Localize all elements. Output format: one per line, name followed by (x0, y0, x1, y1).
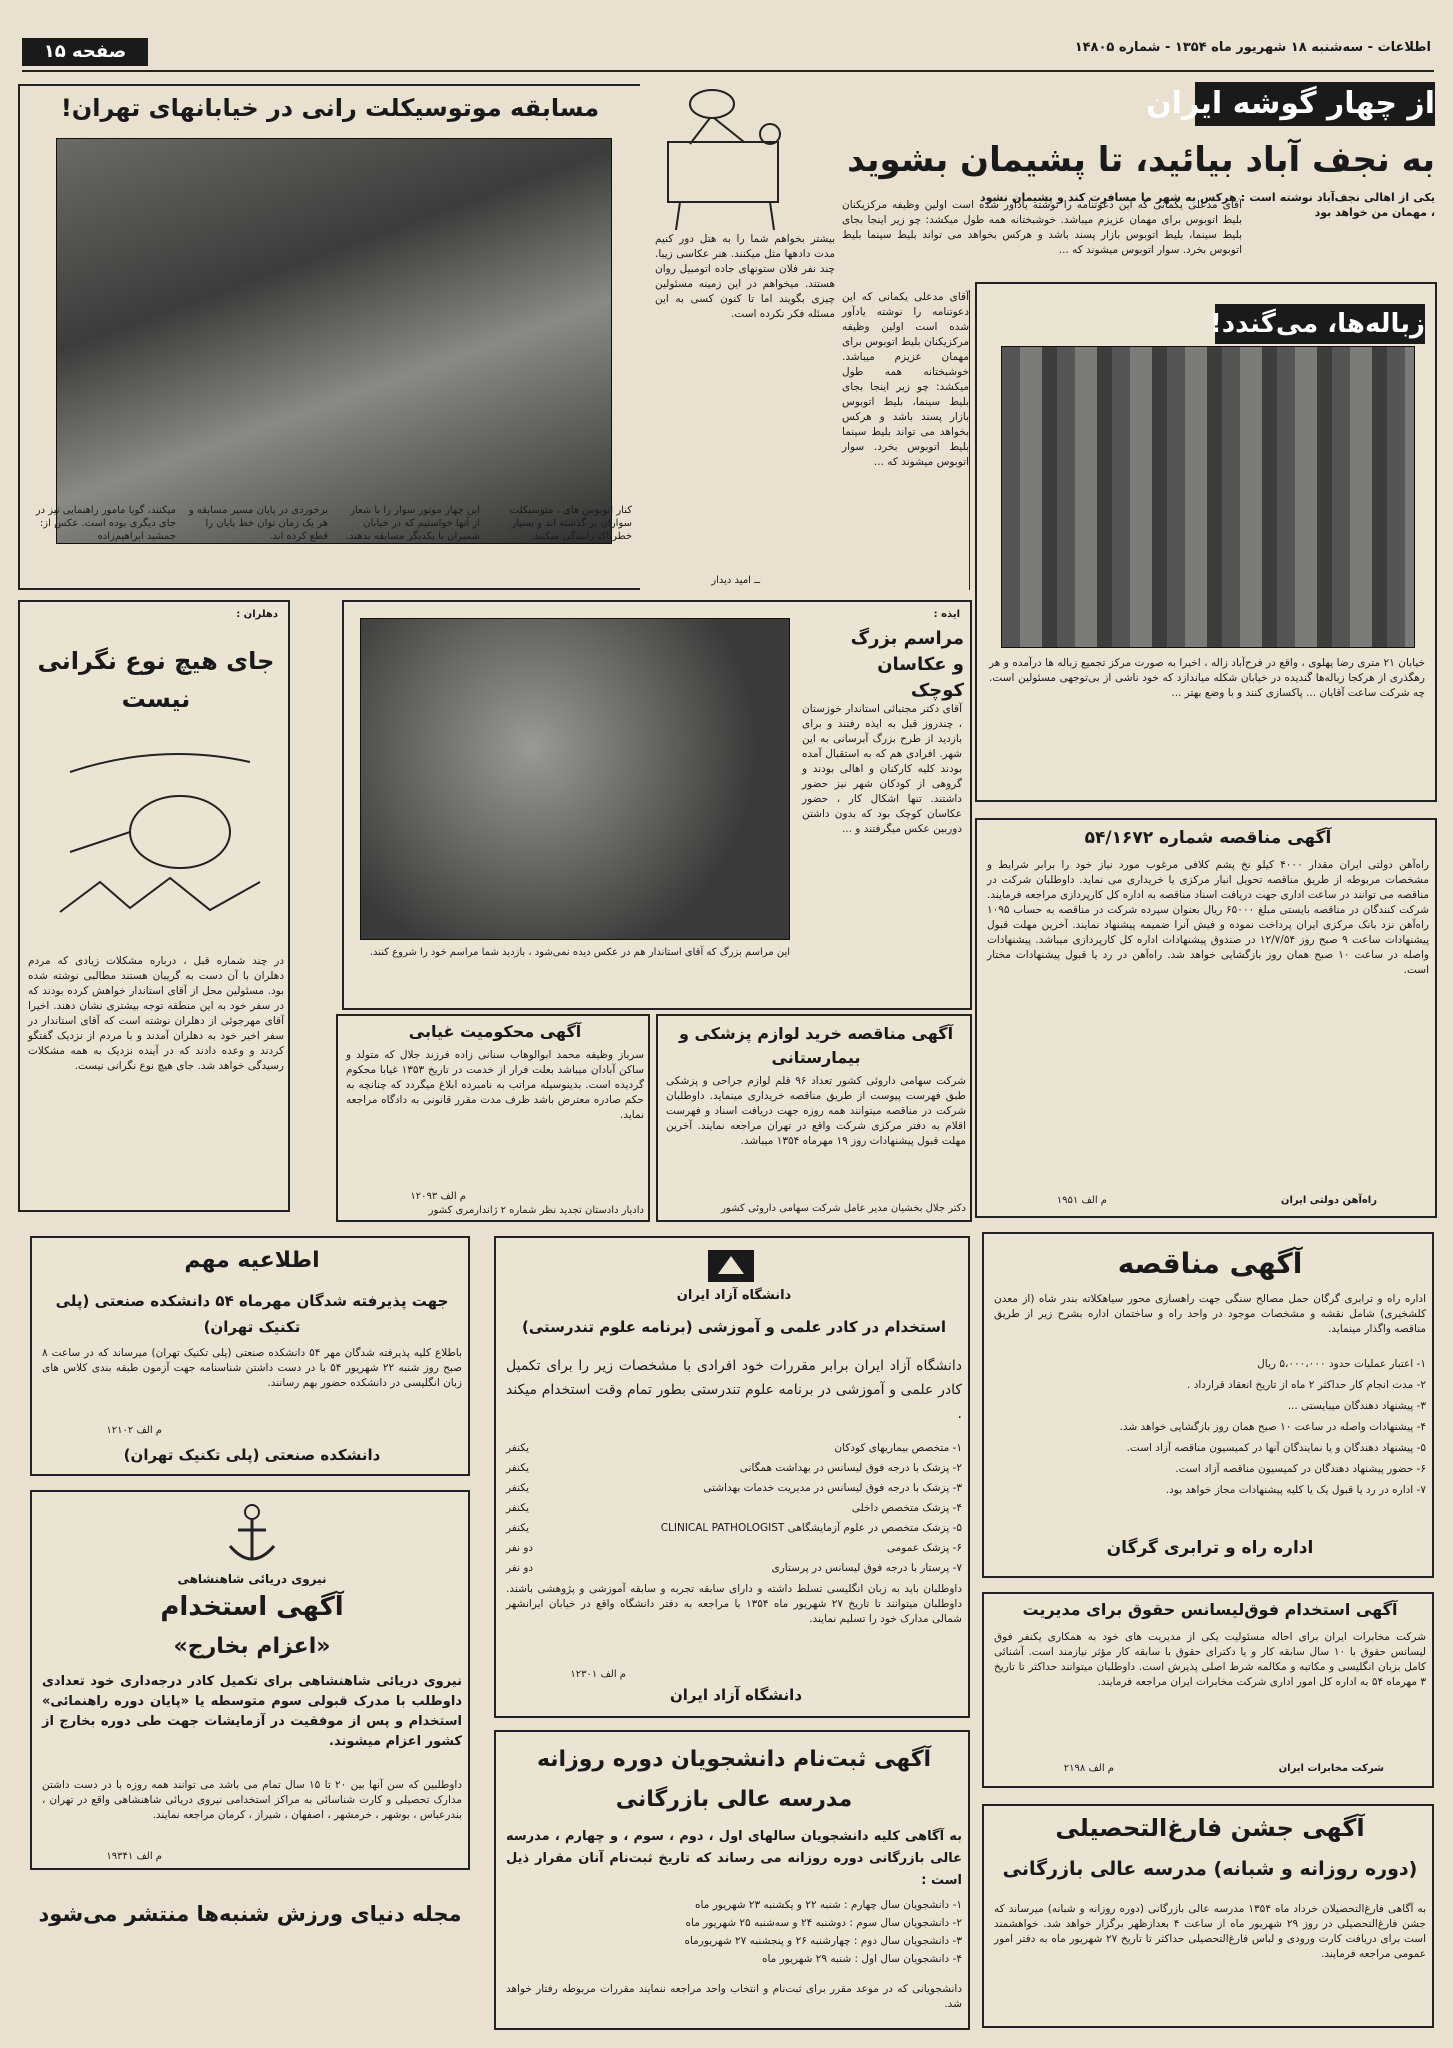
verdict-body: سرباز وظیفه محمد ابوالوهاب سنانی زاده فرزند جلال که متولد و ساکن آبادان میباشد بعلت فرار از خدمت در تاریخ ۱۳۵۳ غیابا محکوم گردیده است. بدینوسیله مراتب به نامبرده ابلاغ میگردد که چنانچه به حکم صادره معترض باشد ظرف مدت مقرر قانونی به دادگاه مراجعه نماید. (346, 1049, 644, 1121)
ceremony-photo (360, 618, 790, 940)
azad-position-row (506, 1478, 962, 1498)
motorcycle-frame-top (18, 84, 640, 86)
navy-ad (30, 1490, 470, 1870)
navy-footer: م الف ۱۹۳۴۱ (106, 1851, 162, 1862)
tender-1672-body: راه‌آهن دولتی ایران مقدار ۴۰۰۰ کیلو نخ پشم کلافی مرغوب مورد نیاز خود را برابر شرایط و مشخصات مربوطه از طریق مناقصه تحویل انبار مرکزی یا خریداری می نماید. داوطلبان شرکت در مناقصه می توانند در ساعت اداری جهت دریافت اسناد مناقصه به اداره کل کارپردازی مراجعه فرمایند. شرکت کنندگان در مناقصه بایستی مبلغ ۶۵۰۰۰ ریال بعنوان سپرده شرکت در مناقصه به حساب ۱۰۹۵ راه‌آهن نزد بانک مرکزی ایران پرداخت نموده و فیش آنرا ضمیمه پیشنهاد نمایند. آخرین مهلت قبول پیشنهادات ساعت ۹ صبح روز ۱۲/۷/۵۴ در صندوق پیشنهادات اداره کل کارپردازی میباشد. پیشنهادات واصله در ساعت ۱۰ صبح همان روز بازگشایی خواهد شد. راه‌آهن در رد یا قبول پیشنهادات مختار است. (987, 859, 1429, 976)
azad-footer: م الف ۱۲۳۰۱ (570, 1669, 626, 1680)
polytech-notice (30, 1236, 470, 1476)
polytech-signer: دانشکده صنعتی (پلی تکنیک تهران) (123, 1446, 381, 1464)
road-tender-item: ۶- حضور پیشنهاد دهندگان در کمیسیون مناقصه آزاد است. (1175, 1463, 1426, 1475)
azad-position-row (506, 1438, 962, 1458)
road-tender-item: ۲- مدت انجام کار حداکثر ۲ ماه از تاریخ انعقاد قرارداد . (1187, 1379, 1426, 1391)
navy-body: نیروی دریائی شاهنشاهی برای تکمیل کادر درجه‌داری خود تعدادی داوطلب با مدرک قبولی سوم متوسطه یا «پایان دوره راهنمائی» استخدام و پس از موفقیت در آزمایشات جهت طی دوره بخارج از کشور اعزام میشوند. (42, 1674, 462, 1749)
motorcycle-caption-a: کنار اتوبوس های ، متوسیکلت سواران بر گذشته اند و بسیار خطرناک رانندگی میکنند. (509, 505, 632, 542)
azad-position-row (506, 1538, 962, 1558)
schedule-row: ۳- دانشجویان سال دوم : چهارشنبه ۲۶ و پنجشنبه ۲۷ شهریورماه (684, 1935, 962, 1947)
najafabad-list-text: آقای مدعلی یکمانی که این دعوتنامه را نوشته یادآور شده است اولین وظیفه مرکزیکنان بلیط اتوبوس برای مهمان عزیزم میباشد. خوشبختانه همه طول میکشد: چو زیر اینجا بجای بلیط سینما، بلیط اتوبوس بازار پسند باشد و هرکس بخواهد می تواند بلیط سینما بلیط اتوبوس بخرد. سوار اتوبوس میشوند که ... (842, 291, 969, 468)
motorcycle-caption-c: برخوردی در پایان مسیر مسابقه و هر یک زمان توان خط پایان را قطع کرده اند. (188, 505, 328, 542)
garbage-title: زباله‌ها، می‌گندد! (1215, 304, 1425, 344)
motorcycle-photo (56, 138, 612, 544)
road-tender-item: ۴- پیشنهادات واصله در ساعت ۱۰ صبح همان روز بازگشایی خواهد شد. (1119, 1421, 1426, 1433)
najafabad-body: آقای مدعلی یکمانی که این دعوتنامه را نوشته یادآور شده است اولین وظیفه مرکزیکنان بلیط اتوبوس برای مهمان عزیزم میباشد. خوشبختانه همه طول میکشد: چو زیر اینجا بجای بلیط سینما، بلیط اتوبوس بازار پسند باشد و هرکس بخواهد می تواند بلیط سینما بلیط اتوبوس بخرد. سوار اتوبوس میشوند که ... (842, 199, 1242, 256)
tender-1672 (975, 818, 1437, 1218)
verdict-signer: دادیار دادستان تجدید نظر شماره ۲ ژاندارمری کشور (428, 1205, 644, 1216)
position-count: دو نفر (506, 1562, 534, 1574)
schedule-row: ۲- دانشجویان سال سوم : دوشنبه ۲۴ و سه‌شنبه ۲۵ شهریور ماه (685, 1917, 962, 1929)
ceremony-caption: این مراسم بزرگ که آقای استاندار هم در عکس دیده نمی‌شود ، بازدید شما مراسم خود را شروع کنند. (369, 947, 790, 958)
verdict-ad (336, 1014, 650, 1222)
schedule-row: ۴- دانشجویان سال اول : شنبه ۲۹ شهریور ماه (761, 1953, 962, 1965)
road-tender-item: ۷- اداره در رد یا قبول یک یا کلیه پیشنهادات مجاز خواهد بود. (1165, 1484, 1426, 1496)
medical-tender-signer: دکتر جلال بخشیان مدیر عامل شرکت سهامی داروئی کشور (721, 1203, 966, 1214)
position-count: یکنفر (506, 1462, 529, 1474)
dehloran-body: در چند شماره قبل ، درباره مشکلات زیادی که مردم دهلران با آن دست به گریبان هستند مطالبی نوشته شده بود. مسئولین محل از آقای استاندار خواهش کرده بودند که در سفر خود به این منطقه توجه بیشتری نشان دهند. اخیرا آقای مهرجوئی از دهلران نوشته است که آقای استاندار در سفر اخیر خود به دهلران آمدند و با مردم از نزدیک گفتگو کردند و وعده دادند که در آینده نزدیک به همه مشکلات رسیدگی خواهد شد. جای هیچ نوع نگرانی نیست. (28, 955, 284, 1072)
garbage-photo (1001, 346, 1415, 648)
motorcycle-body: بیشتر بخواهم شما را به هتل دور کنیم مدت دادهها مثل میکنند. هنر عکاسی زیبا. چند نفر فلان ستونهای جاده اتومبیل روان هستند. میخواهم در این زمینه مسئولین چیزی بگویند اما تا کنون کسی به این مسئله فکر نکرده است. (655, 233, 835, 320)
road-tender-item: ۱- اعتبار عملیات حدود ۵،۰۰۰،۰۰۰ ریال (1257, 1358, 1426, 1370)
najafabad-title: به نجف آباد بیائید، تا پشیمان بشوید (847, 140, 1435, 180)
navy-title: آگهی استخدام (160, 1592, 344, 1622)
page-number-label: صفحه ۱۵ (22, 38, 148, 66)
telecom-ad (982, 1592, 1434, 1788)
road-tender-body: اداره راه و ترابری گرگان حمل مصالح سنگی جهت راهسازی محور سیاهکلاته بندر شاه (از معدن کلشخیری) شامل نقشه و مشخصات موجود در واحد راه و ساختمان اداره بشرح زیر از طریق مناقصه واگذار مینماید. (994, 1293, 1426, 1335)
polytech-title: اطلاعیه مهم (184, 1248, 320, 1273)
motorcycle-title: مسابقه موتوسیکلت رانی در خیابانهای تهران! (60, 94, 600, 122)
road-tender-item: ۳- پیشنهاد دهندگان میبایستی ... (1287, 1400, 1426, 1412)
helicopter-cartoon-icon (50, 732, 270, 932)
position-title: ۳- پزشک با درجه فوق لیسانس در مدیریت خدمات بهداشتی (703, 1482, 962, 1494)
garbage-article (975, 282, 1437, 802)
telecom-signer: شرکت مخابرات ایران (1278, 1763, 1384, 1774)
dehloran-kicker: دهلران : (236, 609, 278, 620)
position-title: ۵- پزشک متخصص در علوم آزمایشگاهی CLINICAL PATHOLOGIST (660, 1522, 962, 1534)
position-title: ۶- پزشک عمومی (886, 1542, 962, 1554)
tender-1672-title: آگهی مناقصه شماره ۵۴/۱۶۷۲ (1084, 828, 1332, 848)
position-title: ۱- متخصص بیماریهای کودکان (834, 1442, 962, 1454)
verdict-footer: م الف ۱۲۰۹۳ (410, 1191, 466, 1202)
tender-1672-footer: م الف ۱۹۵۱ (1056, 1195, 1107, 1206)
cartoon-illustration (650, 82, 810, 232)
position-count: یکنفر (506, 1482, 529, 1494)
motorcycle-frame-bottom (18, 588, 640, 590)
anchor-icon (222, 1500, 282, 1570)
commerce-school-body: به آگاهی کلیه دانشجویان سالهای اول ، دوم ، سوم ، و چهارم ، مدرسه عالی بازرگانی دوره روزانه می رساند که تاریخ ثبت‌نام آنان مقرار ذیل است : (506, 1829, 962, 1888)
azad-positions (506, 1438, 962, 1578)
navy-logo-text: نیروی دریائی شاهنشاهی (177, 1572, 327, 1586)
issue-line: اطلاعات - سه‌شنبه ۱۸ شهریور ماه ۱۳۵۴ - شماره ۱۴۸۰۵ (1074, 40, 1431, 55)
azad-university-ad (494, 1236, 970, 1718)
position-title: ۴- پزشک متخصص داخلی (851, 1502, 962, 1514)
graduation-subtitle: (دوره روزانه و شبانه) مدرسه عالی بازرگانی (1002, 1858, 1418, 1880)
azad-position-row (506, 1518, 962, 1538)
road-tender-items (994, 1354, 1426, 1522)
ceremony-title: مراسم بزرگ و عکاسان کوچک (850, 628, 964, 701)
najafabad-list (842, 290, 970, 590)
commerce-school-ad (494, 1730, 970, 2030)
graduation-title: آگهی جشن فارغ‌التحصیلی (1055, 1814, 1365, 1842)
azad-logo (706, 1248, 756, 1284)
telecom-body: شرکت مخابرات ایران برای احاله مسئولیت یکی از مدیریت های خود به همکاری یکنفر فوق لیسانس حقوق با ۱۰ سال سابقه کار و یا دکترای حقوق با سابقه کار مؤثر نیازمند است. آشنائی کامل بزبان انگلیسی و مکاتبه و مکالمه شرط اصلی پذیرش است. داوطلبان میتوانند حداکثر تا تاریخ ۳ مهرماه ۵۴ به اداره کل امور اداری شرکت مخابرات ایران مراجعه فرمایند. (994, 1631, 1426, 1688)
position-title: ۲- پزشک با درجه فوق لیسانس در بهداشت همگانی (739, 1462, 962, 1474)
motorcycle-caption-b: این چهار موتور سوار را با شعار از آنها خواستیم که در خیابان شمیران با یکدیگر مسابقه ندهند. (345, 505, 480, 542)
medical-tender (656, 1014, 972, 1222)
navy-details: داوطلبین که سن آنها بین ۲۰ تا ۱۵ سال تمام می باشد می توانند همه روزه با در دست داشتن مدارک تحصیلی و کارت شناسائی به مراکز استخدامی نیروی دریائی شاهنشاهی واقع در تهران ، بندرعباس ، بوشهر ، خرمشهر ، اصفهان ، شیراز ، کرمان مراجعه نمایند. (42, 1779, 463, 1821)
garbage-body: خیابان ۲۱ متری رضا پهلوی ، واقع در فرح‌آباد زاله ، اخیرا به صورت مرکز تجمیع زباله ها درآمده و هر رهگذری از هرکجا زباله‌ها گندیده در خیابان شکله میاندازد که خود ناشی از بی‌توجهی مسئولین است. چه شرکت ساعت آقایان ... پاکسازی کنند و با وضع بهتر ... (989, 657, 1425, 699)
medical-tender-body: شرکت سهامی داروئی کشور تعداد ۹۶ قلم لوازم جراحی و پزشکی طبق فهرست پیوست از طریق مناقصه خریداری مینماید. داوطلبان شرکت در مناقصه میتوانند همه روزه جهت دریافت اسناد و فهرست اقلام به دفتر مرکزی شرکت واقع در تهران مراجعه نمایند. آخرین مهلت قبول پیشنهادات روز ۱۹ مهرماه ۱۳۵۴ میباشد. (666, 1075, 966, 1147)
road-tender-title: آگهی مناقصه (1117, 1247, 1303, 1280)
commerce-school-title: آگهی ثبت‌نام دانشجویان دوره روزانه مدرسه عالی بازرگانی (536, 1747, 932, 1812)
najafabad-kicker: از چهار گوشه ایران (1195, 82, 1435, 126)
university-emblem-icon (706, 1248, 756, 1284)
position-title: ۷- پرستار با درجه فوق لیسانس در پرستاری (771, 1562, 962, 1574)
masthead-rule (22, 70, 1434, 72)
road-tender-signer: اداره راه و ترابری گرگان (1106, 1538, 1314, 1558)
road-tender (982, 1232, 1434, 1578)
magazine-line: مجله دنیای ورزش شنبه‌ها منتشر می‌شود (38, 1902, 462, 1926)
motorcycle-frame-left (18, 84, 20, 588)
dehloran-title: جای هیچ نوع نگرانی نیست (37, 647, 275, 713)
medical-tender-title: آگهی مناقصه خرید لوازم پزشکی و بیمارستانی (678, 1024, 954, 1067)
dehloran-cartoon (50, 732, 270, 932)
ceremony-article (342, 600, 972, 1010)
position-count: یکنفر (506, 1522, 529, 1534)
commerce-school-notes: دانشجویانی که در موعد مقرر برای ثبت‌نام و انتخاب واحد مراجعه ننمایند مقررات مربوطه رفتار خواهد شد. (506, 1983, 962, 2010)
navy-anchor-logo (222, 1500, 282, 1570)
ceremony-kicker: ایذه : (933, 609, 960, 620)
graduation-body: به آگاهی فارغ‌التحصیلان خرداد ماه ۱۳۵۴ مدرسه عالی بازرگانی (دوره روزانه و شبانه) میرساند که جشن فارغ‌التحصیلی در روز ۲۹ شهریور ماه از ساعت ۴ بعدازظهر برگزار خواهد شد. خواهشمند است برای دریافت کارت ورودی و لباس فارغ‌التحصیلی حداکثر تا تاریخ ۲۷ شهریور ماه به دفتر امور عمومی مراجعه فرمایند. (994, 1903, 1427, 1960)
graduation-ad (982, 1804, 1434, 2028)
ceremony-body: آقای دکتر مجتبائی استاندار خوزستان ، چندروز قبل به ایذه رفتند و برای بازدید از طرح بزرگ آبرسانی به این شهر. افرادی هم که به استقبال آمده بودند کلیه کارکنان و اهالی بودند و گروهی از کودکان شهر نیز حضور داشتند. تنها اشکال کار ، حضور عکاسان کوچک بود که بدون داشتن دوربین عکس میگرفتند و ... (802, 703, 962, 835)
polytech-body: باطلاع کلیه پذیرفته شدگان مهر ۵۴ دانشکده صنعتی (پلی تکنیک تهران) میرساند که در ساعت ۸ صبح روز شنبه ۲۲ شهریور ۵۴ با در دست داشتن شناسنامه جهت آزمون طبقه بندی کلاس های زبان انگلیسی در دانشکده حضور بهم رسانند. (42, 1347, 463, 1389)
azad-intro: دانشگاه آزاد ایران برابر مقررات خود افرادی با مشخصات زیر را برای تکمیل کادر علمی و آموزشی در برنامه علوم تندرستی بطور تمام وقت استخدام میکند . (506, 1358, 962, 1422)
telecom-title: آگهی استخدام فوق‌لیسانس حقوق برای مدیریت (1022, 1600, 1398, 1619)
azad-notes: داوطلبان باید به زبان انگلیسی تسلط داشته و دارای سابقه تجربه و سابقه آموزشی و پژوهشی باشند. داوطلبان میتوانند تا تاریخ ۲۷ شهریور ماه ۱۳۵۴ با مراجعه به دفتر دانشگاه واقع در خیابان ایرانشهر شمالی مدارک خود را تسلیم نمایند. (506, 1583, 962, 1625)
motorcycle-captions (20, 500, 640, 588)
azad-signer: دانشگاه آزاد ایران (669, 1686, 803, 1704)
masthead (0, 30, 1453, 72)
azad-logo-text: دانشگاه آزاد ایران (676, 1288, 792, 1303)
position-count: یکنفر (506, 1442, 529, 1454)
azad-position-row (506, 1498, 962, 1518)
road-tender-item: ۵- پیشنهاد دهندگان و یا نمایندگان آنها در کمیسیون مناقصه آزاد است. (1126, 1442, 1426, 1454)
commerce-schedule (506, 1896, 962, 1976)
position-count: دو نفر (506, 1542, 534, 1554)
dehloran-article (18, 600, 290, 1212)
tender-1672-signer: راه‌آهن دولتی ایران (1280, 1195, 1377, 1206)
motorcycle-byline: ــ امید دیدار (711, 575, 760, 586)
motorcycle-caption-d: میکنند، گویا مامور راهنمایی نیز در جای دیگری بوده است. عکس از: جمشید ابراهیم‌زاده (35, 505, 176, 542)
polytech-subtitle: جهت پذیرفته شدگان مهرماه ۵۴ دانشکده صنعتی (پلی تکنیک تهران) (55, 1292, 449, 1336)
navy-subtitle: «اعزام بخارج» (173, 1634, 331, 1659)
najafabad-intro: یکی از اهالی نجف‌آباد نوشته است : هرکس به شهر ما مسافرت کند و پشیمان نشود ، مهمان من خواهد بود (980, 191, 1435, 219)
schedule-row: ۱- دانشجویان سال چهارم : شنبه ۲۲ و یکشنبه ۲۳ شهریور ماه (695, 1899, 962, 1911)
telecom-footer: م الف ۲۱۹۸ (1063, 1763, 1114, 1774)
azad-title: استخدام در کادر علمی و آموزشی (برنامه علوم تندرستی) (522, 1318, 946, 1336)
polytech-footer: م الف ۱۲۱۰۲ (106, 1425, 162, 1436)
position-count: یکنفر (506, 1502, 529, 1514)
verdict-title: آگهی محکومیت غیابی (408, 1022, 582, 1041)
azad-position-row (506, 1558, 962, 1578)
azad-position-row (506, 1458, 962, 1478)
cartoon-desk (650, 82, 810, 232)
